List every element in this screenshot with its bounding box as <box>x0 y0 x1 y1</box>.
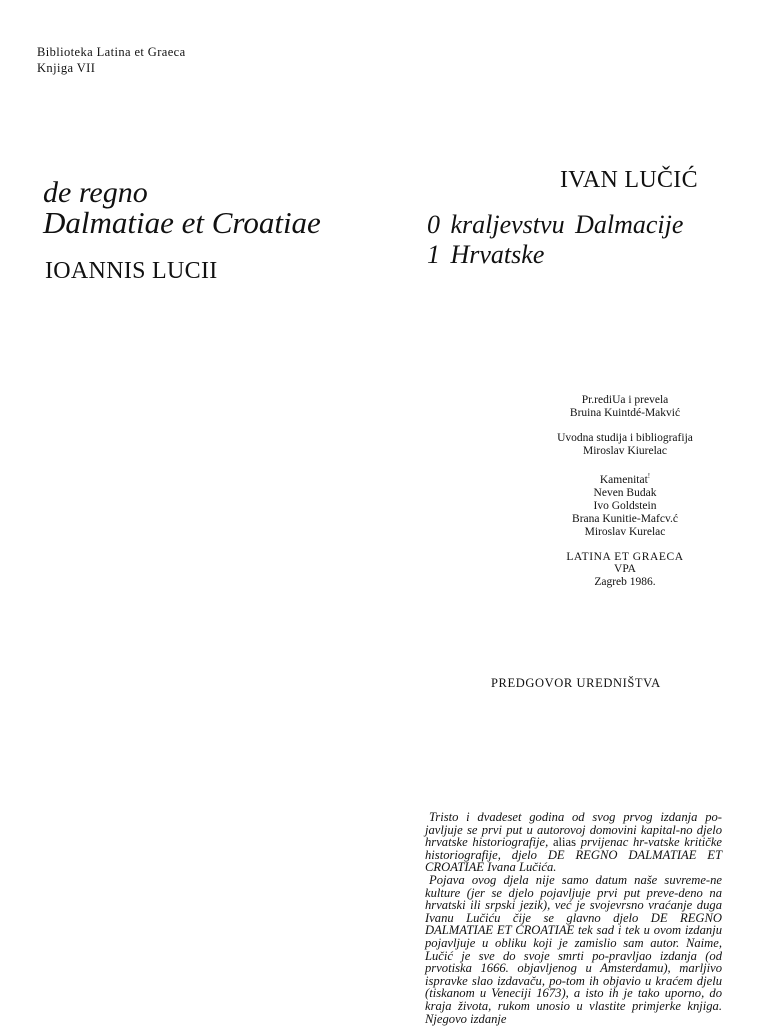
commentary-label: Kamenitat! <box>599 472 651 486</box>
preface-text: prvijenac hr-vatske kritičke historiografije, djelo DE REGNO DALMATIAE ET CROATIAE Ivana Lučića. <box>425 835 722 875</box>
credits-block <box>455 394 768 589</box>
latin-title-line-1: de regno <box>43 176 148 209</box>
commentator-name: Miroslav Kurelac <box>584 525 666 538</box>
croatian-title-line-1: 0 kraljevstvu Dalmacije <box>427 210 684 239</box>
series-name: Biblioteka Latina et Graeca <box>37 45 186 59</box>
commentator-name: Brana Kunitie-Mafcv.ć <box>572 512 678 525</box>
latin-title-line-2: Dalmatiae et Croatiae <box>43 205 321 240</box>
section-heading: PREDGOVOR UREDNIŠTVA <box>491 676 661 690</box>
publisher-code: VPA <box>614 562 636 575</box>
study-label: Uvodna studija i bibliografija <box>557 432 693 444</box>
croatian-author: IVAN LUČIĆ <box>560 167 698 193</box>
study-name: Miroslav Kiurelac <box>583 445 667 457</box>
preface-text: alias <box>548 835 581 850</box>
commentator-name: Ivo Goldstein <box>593 499 657 512</box>
editor-label: Pr.rediUa i prevela <box>581 394 669 406</box>
croatian-title-line-2: 1 Hrvatske <box>427 240 545 269</box>
preface-paragraph <box>425 811 722 874</box>
editor-name: Bruina Kuintdé-Makvić <box>569 407 681 419</box>
commentary-label-text: Kamenitat <box>599 473 648 486</box>
preface-paragraph: Pojava ovog djela nije samo datum naše suvreme-ne kulture (jer se djelo pojavljuje prvi put preve-deno na hrvatski ili srpski jezik), već je svojevrsno vraćanje duga Ivanu Lučiću čije se glavno djelo DE REGNO DALMATIAE ET CROATIAE tek sad i tek u ovom izdanju pojavljuje u obliku koji je zamislio sam autor. Naime, Lučić je sve do svoje smrti po-pravljao izdanja (od prvotiska 1666. objavljenog u Amsterdamu), marljivo ispravke slao izdavaču, po-tom ih objavio u kraćem djelu (tiskanom u Veneciji 1673), a isto ih je tako uporno, do kraja života, rukom unosio u vlastite primjerke knjiga. Njegovo izdanje <box>425 872 722 1026</box>
preface-text: Tristo i dvadeset godina od svog prvog izdanja po-javljuje se prvi put u autorovoj domovini kapital-no djelo hrvatske historiografije, <box>425 810 722 850</box>
preface-body <box>425 811 722 1025</box>
commentator-name: Neven Budak <box>593 486 657 499</box>
place-year: Zagreb 1986. <box>594 575 656 588</box>
latin-author: IOANNIS LUCII <box>45 258 218 284</box>
series-volume: Knjiga VII <box>37 61 96 75</box>
publisher-name: LATINA ET GRAECA <box>566 550 684 563</box>
